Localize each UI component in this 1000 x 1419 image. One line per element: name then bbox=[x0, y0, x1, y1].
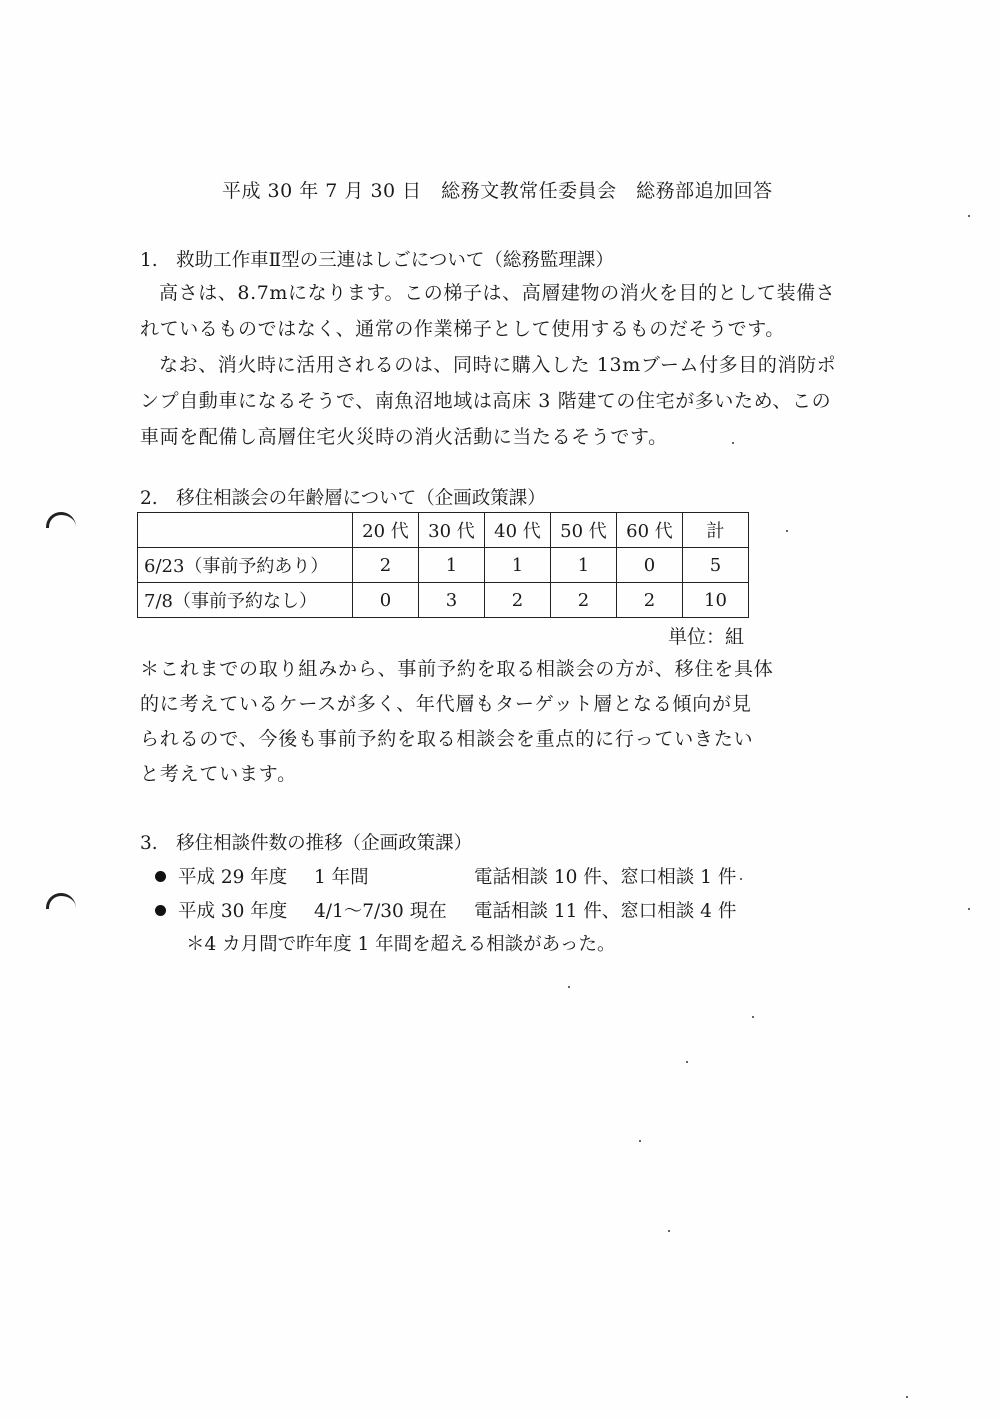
note-line: られるので、今後も事前予約を取る相談会を重点的に行っていきたい bbox=[140, 728, 754, 750]
bullet-year: 平成 30 年度 bbox=[178, 901, 288, 922]
punch-hole-mark bbox=[46, 893, 76, 909]
table-cell: 1 bbox=[551, 548, 617, 583]
punch-hole-mark bbox=[46, 512, 76, 528]
section-1-para2-line: 車両を配備し高層住宅火災時の消火活動に当たるそうです。 bbox=[140, 426, 668, 448]
scan-speck bbox=[740, 878, 742, 880]
scan-speck bbox=[968, 908, 970, 910]
table-header-cell: 50 代 bbox=[551, 513, 617, 548]
table-cell: 0 bbox=[617, 548, 683, 583]
bullet-icon bbox=[155, 905, 166, 916]
note-line: 的に考えているケースが多く、年代層もターゲット層となる傾向が見 bbox=[140, 693, 752, 715]
list-item bbox=[155, 863, 736, 889]
section-2-heading: 2. 移住相談会の年齢層について（企画政策課） bbox=[140, 488, 546, 509]
table-cell: 3 bbox=[419, 583, 485, 618]
bullet-counts: 電話相談 10 件、窓口相談 1 件 bbox=[474, 867, 737, 888]
scan-speck bbox=[639, 1140, 641, 1142]
section-1-para2-line: なお、消火時に活用されるのは、同時に購入した 13mブーム付多目的消防ポ bbox=[159, 354, 837, 376]
table-header-cell: 20 代 bbox=[353, 513, 419, 548]
table-cell: 5 bbox=[683, 548, 749, 583]
table-header-row bbox=[138, 513, 749, 548]
table-cell: 2 bbox=[551, 583, 617, 618]
scan-speck bbox=[786, 530, 788, 532]
scan-speck bbox=[668, 1230, 670, 1232]
table-header-cell: 40 代 bbox=[485, 513, 551, 548]
bullet-year: 平成 29 年度 bbox=[178, 867, 288, 888]
table-cell: 2 bbox=[353, 548, 419, 583]
section-3-sub-note: ＊4 カ月間で昨年度 1 年間を超える相談があった。 bbox=[186, 934, 616, 955]
table-cell: 1 bbox=[485, 548, 551, 583]
table-cell: 0 bbox=[353, 583, 419, 618]
table-row-label: 6/23（事前予約あり） bbox=[138, 548, 353, 583]
section-2-note bbox=[140, 652, 780, 792]
document-title: 平成 30 年 7 月 30 日 総務文教常任委員会 総務部追加回答 bbox=[222, 180, 773, 202]
scan-speck bbox=[568, 986, 570, 988]
table-header-cell: 計 bbox=[683, 513, 749, 548]
section-1-para1-line: れているものではなく、通常の作業梯子として使用するものだそうです。 bbox=[140, 318, 785, 340]
table-cell: 10 bbox=[683, 583, 749, 618]
bullet-period: 1 年間 bbox=[314, 867, 369, 888]
table-row-label: 7/8（事前予約なし） bbox=[138, 583, 353, 618]
note-line: と考えています。 bbox=[140, 763, 297, 785]
scan-speck bbox=[752, 1016, 754, 1018]
bullet-icon bbox=[155, 871, 166, 882]
scan-speck bbox=[906, 1396, 908, 1398]
table-header-cell bbox=[138, 513, 353, 548]
scan-speck bbox=[968, 215, 970, 217]
bullet-period: 4/1～7/30 現在 bbox=[314, 901, 447, 922]
section-1-heading: 1. 救助工作車Ⅱ型の三連はしごについて（総務監理課） bbox=[140, 250, 614, 271]
table-cell: 1 bbox=[419, 548, 485, 583]
section-1-body bbox=[140, 275, 860, 455]
age-group-table bbox=[137, 512, 749, 618]
section-1-para2-line: ンプ自動車になるそうで、南魚沼地域は高床 3 階建ての住宅が多いため、この bbox=[140, 390, 832, 412]
scan-speck bbox=[732, 442, 734, 444]
table-row bbox=[138, 583, 749, 618]
note-line: ＊これまでの取り組みから、事前予約を取る相談会の方が、移住を具体 bbox=[140, 658, 774, 680]
section-3-heading: 3. 移住相談件数の推移（企画政策課） bbox=[140, 833, 473, 854]
table-cell: 2 bbox=[617, 583, 683, 618]
table-cell: 2 bbox=[485, 583, 551, 618]
section-1-para1-line: 高さは、8.7mになります。この梯子は、高層建物の消火を目的として装備さ bbox=[159, 282, 836, 304]
bullet-counts: 電話相談 11 件、窓口相談 4 件 bbox=[474, 901, 737, 922]
scan-speck bbox=[686, 1061, 688, 1063]
table-header-cell: 30 代 bbox=[419, 513, 485, 548]
table-unit-label: 単位：組 bbox=[668, 626, 745, 648]
table-header-cell: 60 代 bbox=[617, 513, 683, 548]
table-row bbox=[138, 548, 749, 583]
list-item bbox=[155, 897, 736, 923]
